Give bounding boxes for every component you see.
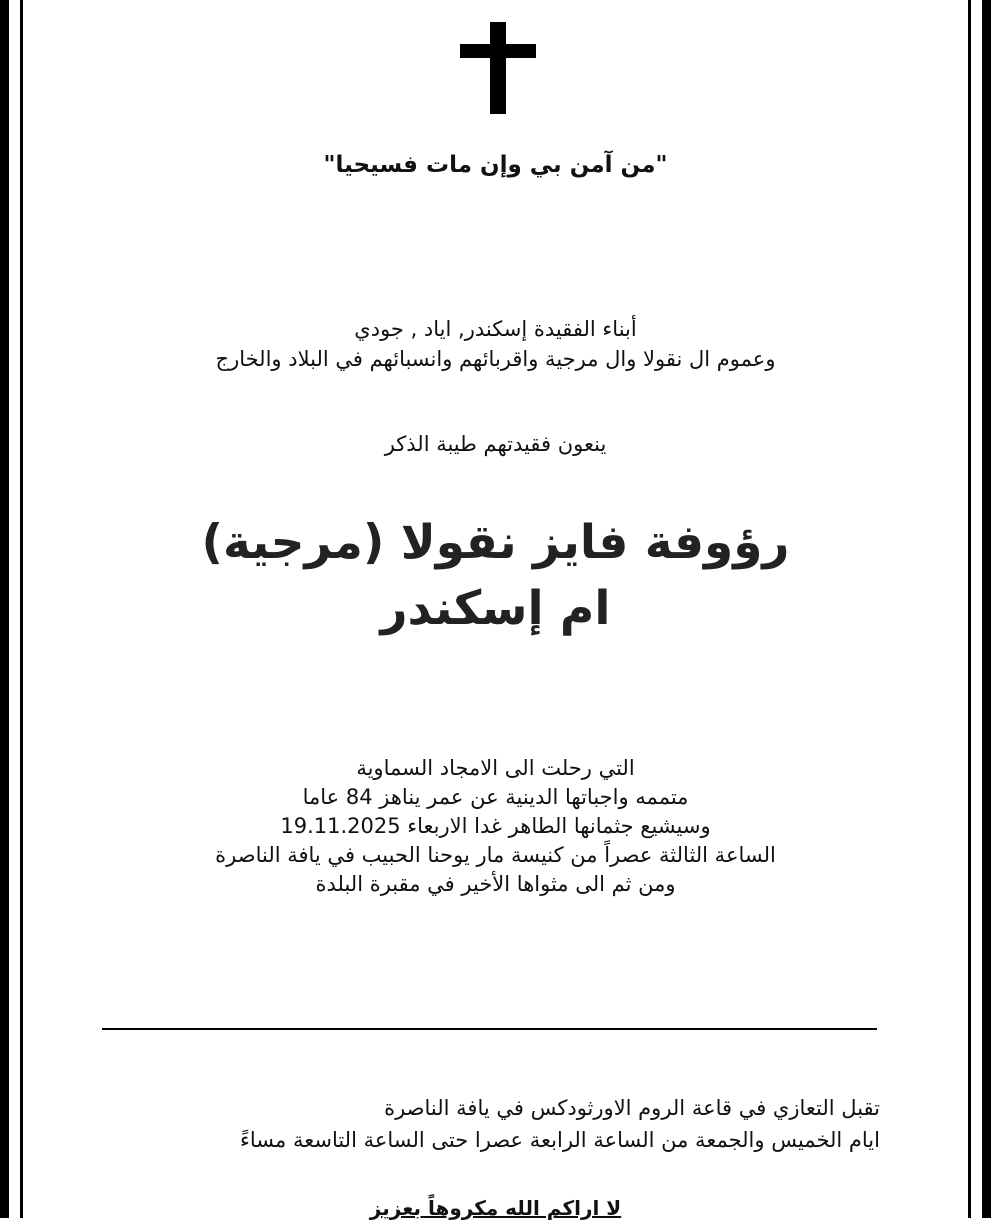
deceased-name-block	[40, 510, 951, 642]
details-line-4: الساعة الثالثة عصراً من كنيسة مار يوحنا الحبيب في يافة الناصرة	[215, 843, 776, 867]
condolences-line-2: ايام الخميس والجمعة من الساعة الرابعة عصرا حتى الساعة التاسعة مساءً	[240, 1128, 880, 1152]
deceased-name: رؤوفة فايز نقولا (مرجية)	[201, 515, 790, 570]
bible-verse	[40, 152, 951, 178]
verse-text: "من آمن بي وإن مات فسيحيا"	[323, 152, 668, 178]
left-outer-border	[0, 0, 9, 1218]
condolences-block	[240, 1092, 880, 1156]
mourners-line-1: أبناء الفقيدة إسكندر, اياد , جودي	[354, 317, 637, 341]
left-inner-border	[20, 0, 23, 1218]
closing-text: لا اراكم الله مكروهاً بعزيز	[369, 1196, 622, 1220]
closing-phrase	[40, 1196, 951, 1220]
condolences-line-1: تقبل التعازي في قاعة الروم الاورثودكس في يافة الناصرة	[384, 1096, 880, 1120]
announcement-text: ينعون فقيدتهم طيبة الذكر	[384, 432, 607, 456]
mourners-line-2: وعموم ال نقولا وال مرجية واقربائهم وانسبائهم في البلاد والخارج	[215, 347, 776, 371]
details-line-2: متممه واجباتها الدينية عن عمر يناهز 84 عاما	[302, 785, 689, 809]
details-line-3: وسيشيع جثمانها الطاهر غدا الاربعاء 19.11.2025	[280, 814, 711, 838]
right-outer-border	[982, 0, 991, 1218]
details-line-5: ومن ثم الى مثواها الأخير في مقبرة البلدة	[315, 872, 676, 896]
cross-icon	[460, 22, 536, 114]
divider	[102, 1028, 877, 1030]
mourners-block	[40, 314, 951, 374]
deceased-title: ام إسكندر	[380, 581, 611, 636]
details-line-1: التي رحلت الى الامجاد السماوية	[356, 756, 635, 780]
right-inner-border	[968, 0, 971, 1218]
announcement	[40, 432, 951, 456]
funeral-details	[40, 754, 951, 899]
